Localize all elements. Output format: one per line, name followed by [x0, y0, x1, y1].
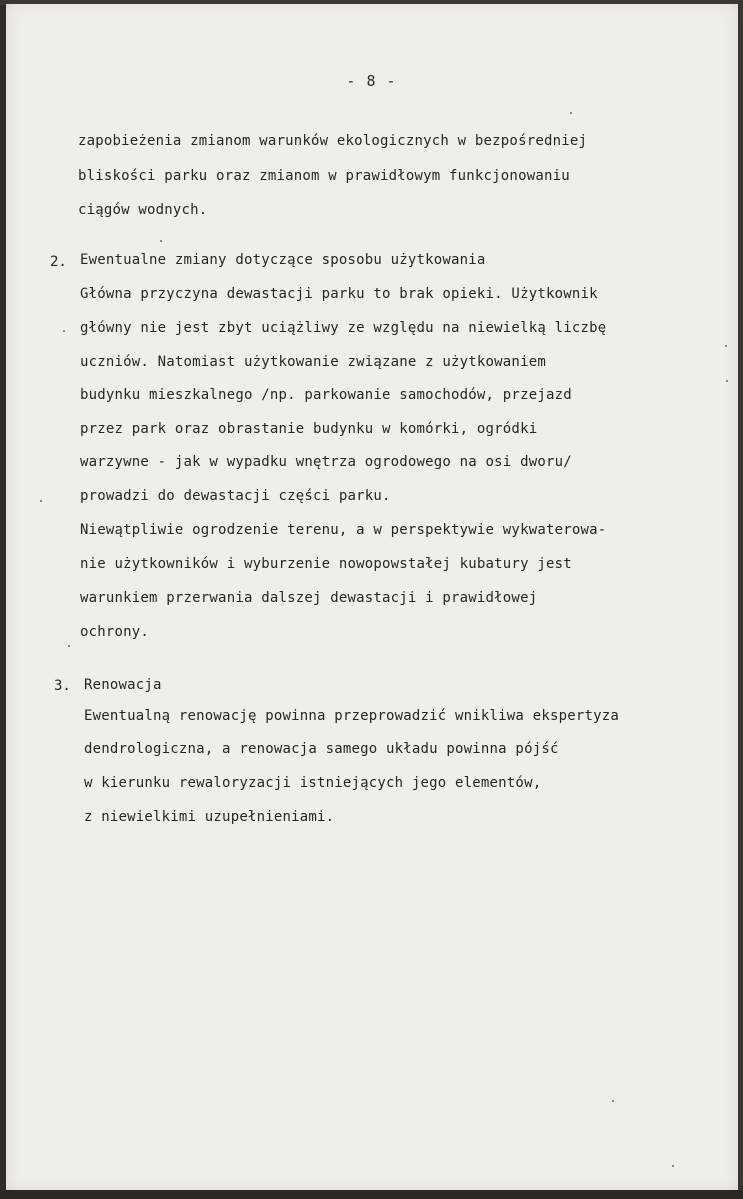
scan-right-edge [738, 0, 743, 1199]
section-2-line: przez park oraz obrastanie budynku w komórki, ogródki [80, 421, 538, 437]
section-2-line: ochrony. [80, 624, 150, 640]
section-2-line: uczniów. Natomiast użytkowanie związane z użytkowaniem [80, 354, 546, 370]
section-2-line: warunkiem przerwania dalszej dewastacji i prawidłowej [80, 590, 538, 606]
section-3-number: 3. [54, 678, 71, 694]
scan-speck [612, 1100, 614, 1102]
section-2-line: warzywne - jak w wypadku wnętrza ogrodowego na osi dworu/ [80, 454, 572, 470]
scan-speck [672, 1165, 674, 1167]
section-2-line: prowadzi do dewastacji części parku. [80, 488, 391, 504]
section-3-line: z niewielkimi uzupełnieniami. [84, 809, 335, 825]
intro-line-3: ciągów wodnych. [78, 202, 208, 218]
scan-speck [40, 500, 42, 502]
scan-speck [570, 112, 572, 114]
section-2-heading: Ewentualne zmiany dotyczące sposobu użytkowania [80, 252, 486, 268]
page-number: - 8 - [346, 72, 397, 90]
section-3-heading: Renowacja [84, 677, 162, 693]
scan-speck [63, 330, 65, 332]
section-2-line: budynku mieszkalnego /np. parkowanie samochodów, przejazd [80, 387, 572, 403]
section-3-line: w kierunku rewaloryzacji istniejących jego elementów, [84, 775, 542, 791]
section-2-line: Niewątpliwie ogrodzenie terenu, a w perspektywie wykwaterowa- [80, 522, 607, 538]
scan-speck [68, 645, 70, 647]
section-3-line: dendrologiczna, a renowacja samego układu powinna pójść [84, 741, 559, 757]
section-2-number: 2. [50, 254, 67, 270]
scan-speck [160, 240, 162, 242]
scan-speck [726, 380, 728, 382]
section-3-line: Ewentualną renowację powinna przeprowadzić wnikliwa ekspertyza [84, 708, 619, 724]
section-2-line: nie użytkowników i wyburzenie nowopowstałej kubatury jest [80, 556, 572, 572]
section-2-line: główny nie jest zbyt uciążliwy ze względu na niewielką liczbę [80, 320, 607, 336]
intro-line-1: zapobieżenia zmianom warunków ekologicznych w bezpośredniej [78, 133, 588, 149]
intro-line-2: bliskości parku oraz zmianom w prawidłowym funkcjonowaniu [78, 168, 570, 184]
scan-speck [725, 345, 727, 347]
section-2-line: Główna przyczyna dewastacji parku to brak opieki. Użytkownik [80, 286, 598, 302]
scan-bottom-edge [0, 1190, 743, 1199]
